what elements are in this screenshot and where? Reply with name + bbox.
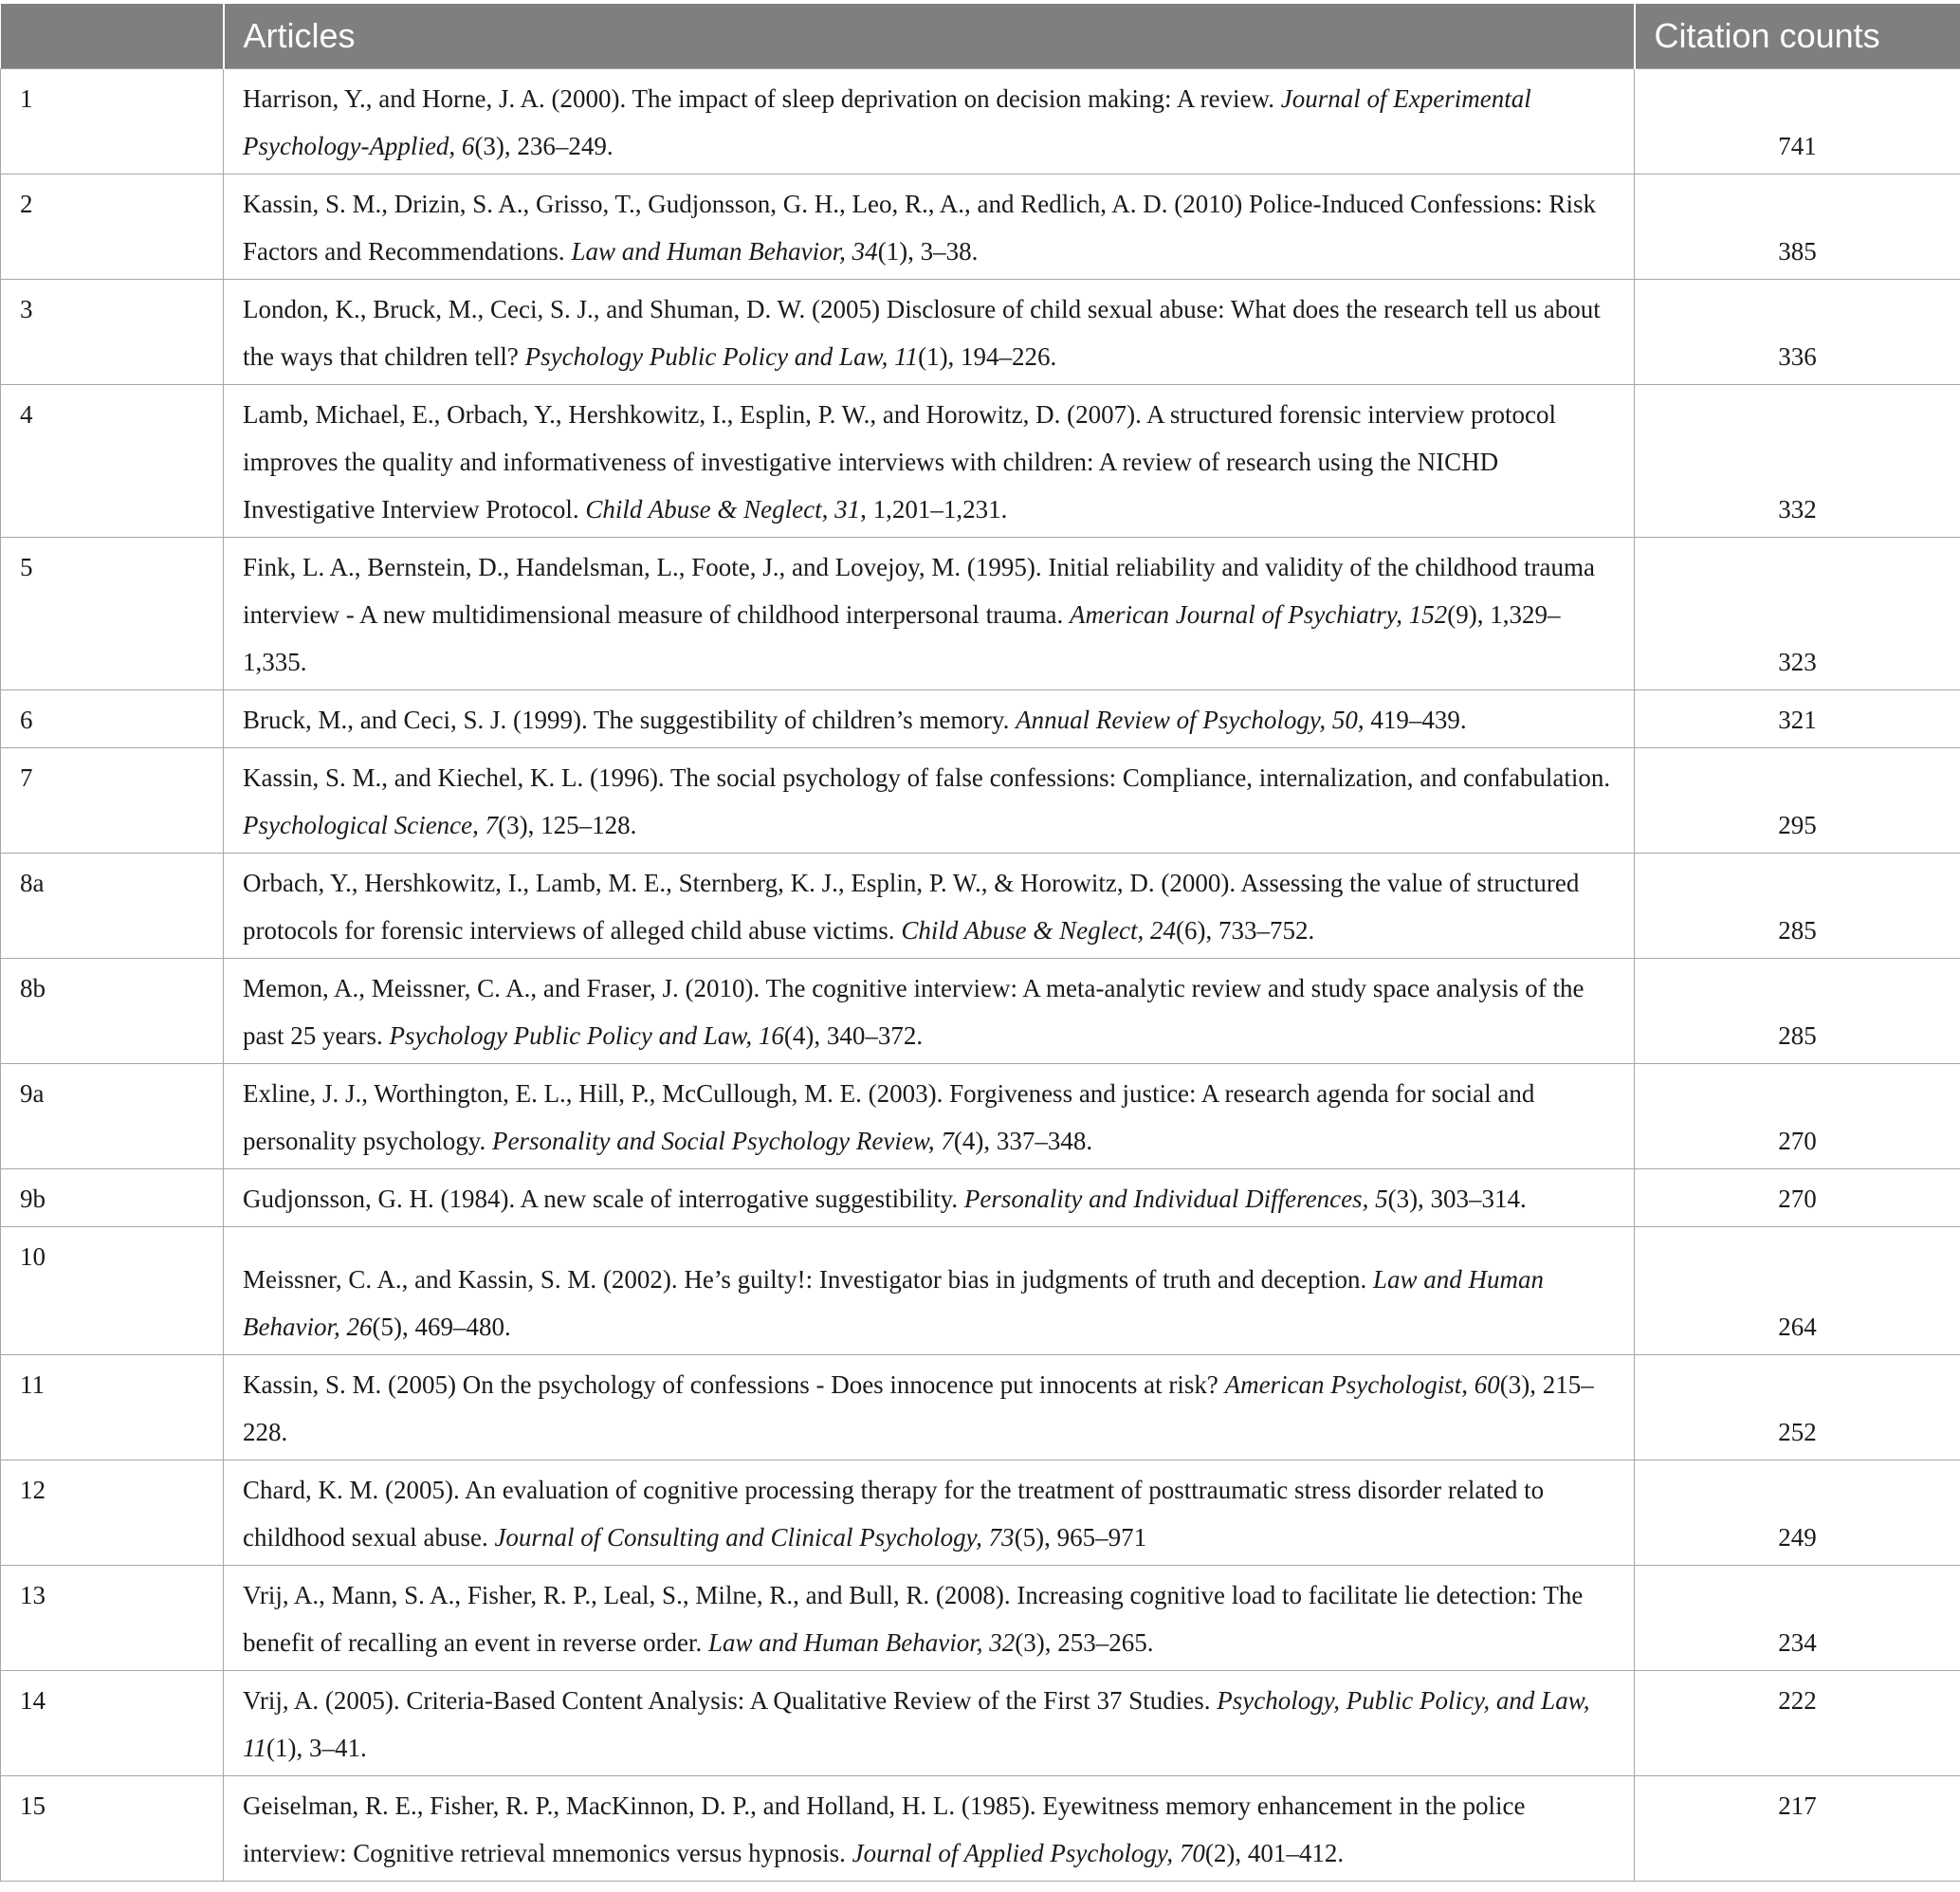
citation-count-cell: 252 [1635, 1354, 1960, 1460]
table-row [1, 384, 1960, 537]
article-cell [224, 747, 1635, 853]
citation-count-cell: 741 [1635, 68, 1960, 174]
rank-cell: 1 [1, 68, 224, 174]
table-row [1, 1775, 1960, 1881]
article-text: London, K., Bruck, M., Ceci, S. J., and Shuman, D. W. (2005) Disclosure of child sexual abuse: What does the research tell us about the ways that children tell? [243, 294, 1601, 371]
rank-cell: 4 [1, 384, 224, 537]
rank-cell: 10 [1, 1226, 224, 1354]
journal-citation: Child Abuse & Neglect, 31 [585, 494, 861, 524]
journal-citation: Personality and Individual Differences, 5 [963, 1184, 1388, 1213]
header-row [1, 4, 1960, 68]
article-text: (5), 469–480. [372, 1312, 511, 1341]
journal-citation: Journal of Experimental Psychology-Applied, 6 [243, 83, 1531, 160]
article-text: Orbach, Y., Hershkowitz, I., Lamb, M. E., Sternberg, K. J., Esplin, P. W., & Horowitz, D. (2000). Assessing the value of structured protocols for forensic interviews of alleged child abuse victims. [243, 868, 1580, 945]
article-text: (5), 965–971 [1014, 1522, 1147, 1552]
citation-count-cell: 249 [1635, 1460, 1960, 1565]
rank-cell: 9b [1, 1168, 224, 1226]
article-cell [224, 279, 1635, 384]
citation-counts-column-header: Citation counts [1635, 4, 1960, 68]
citation-count-cell: 336 [1635, 279, 1960, 384]
article-text: Memon, A., Meissner, C. A., and Fraser, J. (2010). The cognitive interview: A meta-analytic review and study space analysis of the past 25 years. [243, 973, 1584, 1050]
citation-count-cell: 321 [1635, 689, 1960, 747]
article-text: Kassin, S. M., Drizin, S. A., Grisso, T., Gudjonsson, G. H., Leo, R., A., and Redlich, A. D. (2010) Police-Induced Confessions: Risk Factors and Recommendations. [243, 189, 1596, 266]
article-text: (4), 337–348. [953, 1126, 1093, 1155]
journal-citation: American Journal of Psychiatry, 152 [1070, 599, 1448, 629]
article-cell [224, 853, 1635, 958]
citation-count-cell: 332 [1635, 384, 1960, 537]
journal-citation: Personality and Social Psychology Review, 7 [491, 1126, 954, 1155]
article-text: Exline, J. J., Worthington, E. L., Hill, P., McCullough, M. E. (2003). Forgiveness and justice: A research agenda for social and personality psychology. [243, 1078, 1535, 1155]
article-cell [224, 689, 1635, 747]
article-text: (1), 194–226. [918, 341, 1057, 371]
table-row [1, 1063, 1960, 1168]
article-text: (3), 253–265. [1015, 1627, 1154, 1657]
rank-column-header [1, 4, 224, 68]
journal-citation: Psychological Science, 7 [243, 810, 499, 839]
rank-cell: 8a [1, 853, 224, 958]
citation-count-cell: 222 [1635, 1670, 1960, 1775]
article-text: Fink, L. A., Bernstein, D., Handelsman, L., Foote, J., and Lovejoy, M. (1995). Initial reliability and validity of the childhood trauma interview - A new multidimensional measure of childhood interpersonal trauma. [243, 552, 1596, 629]
table-row [1, 1565, 1960, 1670]
rank-cell: 14 [1, 1670, 224, 1775]
table-row [1, 689, 1960, 747]
article-text: (1), 3–41. [266, 1733, 367, 1762]
article-text: Vrij, A. (2005). Criteria-Based Content Analysis: A Qualitative Review of the First 37 Studies. [243, 1685, 1218, 1715]
citation-table-container [0, 4, 1960, 1882]
article-cell [224, 537, 1635, 689]
citation-count-cell: 323 [1635, 537, 1960, 689]
article-text: Lamb, Michael, E., Orbach, Y., Hershkowitz, I., Esplin, P. W., and Horowitz, D. (2007). A structured forensic interview protocol improves the quality and informativeness of investigative interviews with children: A review of research using the NICHD Investigative Interview Protocol. [243, 399, 1556, 524]
article-text: Gudjonsson, G. H. (1984). A new scale of interrogative suggestibility. [243, 1184, 964, 1213]
table-row [1, 279, 1960, 384]
journal-citation: Psychology Public Policy and Law, 16 [389, 1020, 784, 1050]
journal-citation: Law and Human Behavior, 26 [243, 1264, 1545, 1341]
journal-citation: Law and Human Behavior, 32 [708, 1627, 1016, 1657]
table-row [1, 747, 1960, 853]
citation-count-cell: 285 [1635, 958, 1960, 1063]
rank-cell: 13 [1, 1565, 224, 1670]
rank-cell: 15 [1, 1775, 224, 1881]
table-row [1, 1168, 1960, 1226]
rank-cell: 12 [1, 1460, 224, 1565]
rank-cell: 2 [1, 174, 224, 279]
rank-cell: 11 [1, 1354, 224, 1460]
citation-count-cell: 295 [1635, 747, 1960, 853]
table-header [1, 4, 1960, 68]
journal-citation: Psychology Public Policy and Law, 11 [524, 341, 919, 371]
rank-cell: 8b [1, 958, 224, 1063]
article-cell [224, 1565, 1635, 1670]
article-cell [224, 384, 1635, 537]
table-row [1, 1226, 1960, 1354]
journal-citation: Journal of Applied Psychology, 70 [852, 1838, 1205, 1867]
article-cell [224, 958, 1635, 1063]
citation-count-cell: 217 [1635, 1775, 1960, 1881]
rank-cell: 3 [1, 279, 224, 384]
rank-cell: 9a [1, 1063, 224, 1168]
article-text: Kassin, S. M. (2005) On the psychology of confessions - Does innocence put innocents at risk? [243, 1369, 1225, 1399]
article-text: Vrij, A., Mann, S. A., Fisher, R. P., Leal, S., Milne, R., and Bull, R. (2008). Increasing cognitive load to facilitate lie detection: The benefit of recalling an event in reverse order. [243, 1580, 1584, 1657]
article-text: (3), 236–249. [474, 131, 614, 160]
table-body [1, 68, 1960, 1881]
citation-count-cell: 385 [1635, 174, 1960, 279]
articles-column-header: Articles [224, 4, 1635, 68]
journal-citation: American Psychologist, 60 [1224, 1369, 1500, 1399]
table-row [1, 958, 1960, 1063]
article-cell [224, 174, 1635, 279]
article-text: , 419–439. [1357, 705, 1467, 734]
article-text: Meissner, C. A., and Kassin, S. M. (2002). He’s guilty!: Investigator bias in judgments of truth and deception. [243, 1264, 1374, 1294]
article-cell [224, 68, 1635, 174]
article-text: (3), 125–128. [498, 810, 637, 839]
citation-table [0, 4, 1960, 1882]
article-text: (3), 303–314. [1387, 1184, 1527, 1213]
table-row [1, 1670, 1960, 1775]
journal-citation: Annual Review of Psychology, 50 [1016, 705, 1358, 734]
citation-count-cell: 264 [1635, 1226, 1960, 1354]
article-text: Kassin, S. M., and Kiechel, K. L. (1996). The social psychology of false confessions: Compliance, internalization, and confabulation. [243, 762, 1611, 792]
table-row [1, 1354, 1960, 1460]
table-row [1, 853, 1960, 958]
article-text: (1), 3–38. [877, 236, 979, 266]
table-row [1, 537, 1960, 689]
article-cell [224, 1226, 1635, 1354]
journal-citation: Child Abuse & Neglect, 24 [901, 915, 1177, 945]
rank-cell: 7 [1, 747, 224, 853]
article-cell [224, 1168, 1635, 1226]
journal-citation: Psychology, Public Policy, and Law, 11 [243, 1685, 1590, 1762]
journal-citation: Journal of Consulting and Clinical Psychology, 73 [494, 1522, 1015, 1552]
table-row [1, 1460, 1960, 1565]
article-cell [224, 1063, 1635, 1168]
article-text: Bruck, M., and Ceci, S. J. (1999). The suggestibility of children’s memory. [243, 705, 1017, 734]
article-text: (6), 733–752. [1176, 915, 1315, 945]
table-row [1, 68, 1960, 174]
rank-cell: 5 [1, 537, 224, 689]
citation-count-cell: 285 [1635, 853, 1960, 958]
article-cell [224, 1460, 1635, 1565]
citation-count-cell: 270 [1635, 1168, 1960, 1226]
journal-citation: Law and Human Behavior, 34 [571, 236, 878, 266]
article-text: (9), 1,329–1,335. [243, 599, 1561, 676]
article-text: Harrison, Y., and Horne, J. A. (2000). The impact of sleep deprivation on decision making: A review. [243, 83, 1281, 113]
article-cell [224, 1354, 1635, 1460]
article-cell [224, 1670, 1635, 1775]
article-text: (4), 340–372. [783, 1020, 924, 1050]
table-row [1, 174, 1960, 279]
article-text: (3), 215–228. [243, 1369, 1594, 1446]
article-text: Chard, K. M. (2005). An evaluation of cognitive processing therapy for the treatment of posttraumatic stress disorder related to childhood sexual abuse. [243, 1475, 1545, 1552]
citation-count-cell: 270 [1635, 1063, 1960, 1168]
rank-cell: 6 [1, 689, 224, 747]
citation-count-cell: 234 [1635, 1565, 1960, 1670]
article-cell [224, 1775, 1635, 1881]
article-text: Geiselman, R. E., Fisher, R. P., MacKinnon, D. P., and Holland, H. L. (1985). Eyewitness memory enhancement in the police interview: Cognitive retrieval mnemonics versus hypnosis. [243, 1791, 1526, 1867]
article-text: , 1,201–1,231. [860, 494, 1008, 524]
article-text: (2), 401–412. [1204, 1838, 1345, 1867]
